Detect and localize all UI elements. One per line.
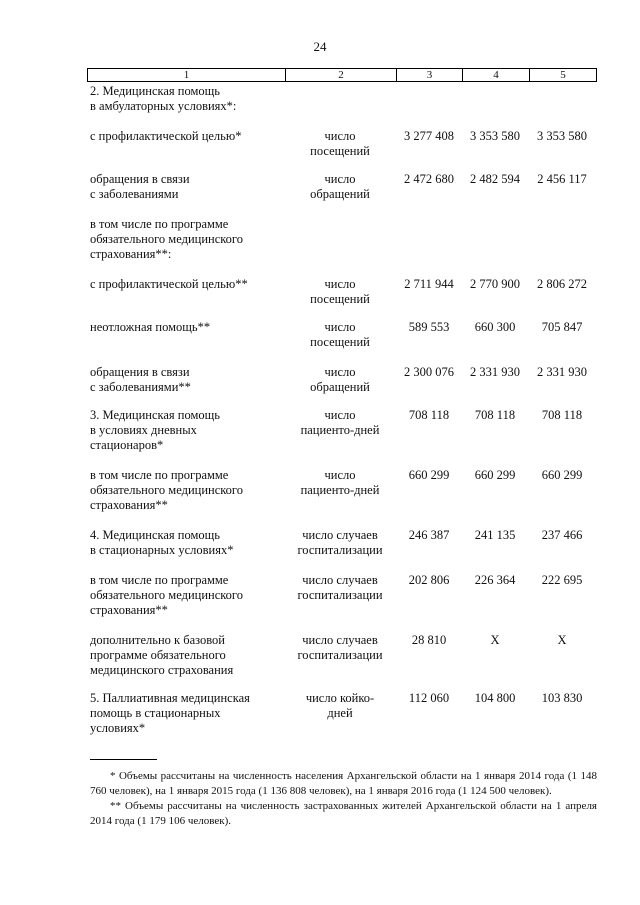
value-cell-c5: 222 695 <box>541 573 583 587</box>
indicator-cell <box>90 84 290 114</box>
indicator-cell <box>90 573 290 618</box>
value-cell-c4: 660 300 <box>474 320 516 334</box>
unit-cell <box>285 129 395 159</box>
value-cell-c4: Х <box>490 633 500 647</box>
column-number: 1 <box>88 69 286 82</box>
value-cell-c3: 708 118 <box>408 408 450 422</box>
indicator-line: медицинского страхования <box>90 663 234 677</box>
value-cell-c4: 226 364 <box>474 573 516 587</box>
value-cell-c3: 660 299 <box>408 468 450 482</box>
indicator-line: программе обязательного <box>90 648 226 662</box>
indicator-cell <box>90 129 290 144</box>
unit-line: посещений <box>310 292 370 306</box>
value-cell-c5: 708 118 <box>541 408 583 422</box>
unit-cell <box>285 528 395 558</box>
unit-cell <box>285 320 395 350</box>
value-cell-c4: 660 299 <box>474 468 516 482</box>
unit-line: число случаев <box>302 573 378 587</box>
indicator-line: обращения в связи <box>90 172 190 186</box>
value-cell-c4: 241 135 <box>474 528 516 542</box>
indicator-line: помощь в стационарных <box>90 706 221 720</box>
unit-line: дней <box>327 706 353 720</box>
unit-line: госпитализации <box>297 648 383 662</box>
indicator-line: в амбулаторных условиях*: <box>90 99 237 113</box>
value-cell-c4: 3 353 580 <box>470 129 520 143</box>
unit-line: посещений <box>310 335 370 349</box>
value-cell-c4: 2 482 594 <box>470 172 520 186</box>
value-cell-c3: 589 553 <box>408 320 450 334</box>
indicator-cell <box>90 365 290 395</box>
unit-line: обращений <box>310 187 370 201</box>
indicator-cell <box>90 277 290 292</box>
footnote: * Объемы рассчитаны на численность населения Архангельской области на 1 января 2014 года (1 148 760 человек), на 1 января 2015 года (1 136 808 человек), на 1 января 2016 года (1 124 500 человек). <box>90 770 597 797</box>
value-cell-c3: 28 810 <box>411 633 447 647</box>
value-cell-c5: 237 466 <box>541 528 583 542</box>
unit-cell <box>285 365 395 395</box>
value-cell-c4: 104 800 <box>474 691 516 705</box>
table-column-numbers <box>87 68 597 82</box>
unit-line: госпитализации <box>297 588 383 602</box>
indicator-line: страхования** <box>90 498 168 512</box>
unit-cell <box>285 277 395 307</box>
value-cell-c5: 3 353 580 <box>537 129 587 143</box>
unit-line: число <box>324 365 356 379</box>
unit-line: число <box>324 129 356 143</box>
indicator-line: 4. Медицинская помощь <box>90 528 220 542</box>
indicator-line: в стационарных условиях* <box>90 543 234 557</box>
indicator-line: в том числе по программе <box>90 217 229 231</box>
indicator-line: 2. Медицинская помощь <box>90 84 220 98</box>
unit-line: госпитализации <box>297 543 383 557</box>
footnote: ** Объемы рассчитаны на численность застрахованных жителей Архангельской области на 1 апреля 2014 года (1 179 106 человек). <box>90 800 597 827</box>
unit-cell <box>285 172 395 202</box>
indicator-line: 5. Паллиативная медицинская <box>90 691 250 705</box>
indicator-line: в том числе по программе <box>90 573 229 587</box>
value-cell-c3: 2 472 680 <box>404 172 454 186</box>
unit-line: число <box>324 468 356 482</box>
indicator-line: стационаров* <box>90 438 164 452</box>
value-cell-c5: 705 847 <box>541 320 583 334</box>
unit-line: обращений <box>310 380 370 394</box>
indicator-cell <box>90 691 290 736</box>
value-cell-c4: 2 331 930 <box>470 365 520 379</box>
footnote-separator <box>90 759 157 760</box>
page-number: 24 <box>313 39 327 54</box>
unit-cell <box>285 633 395 663</box>
indicator-line: условиях* <box>90 721 146 735</box>
unit-line: число <box>324 320 356 334</box>
value-cell-c5: 2 456 117 <box>537 172 587 186</box>
indicator-cell <box>90 633 290 678</box>
value-cell-c3: 2 300 076 <box>404 365 454 379</box>
unit-line: число случаев <box>302 528 378 542</box>
indicator-cell <box>90 468 290 513</box>
unit-line: число <box>324 408 356 422</box>
indicator-line: обязательного медицинского <box>90 232 244 246</box>
unit-line: число случаев <box>302 633 378 647</box>
indicator-line: обязательного медицинского <box>90 588 244 602</box>
value-cell-c5: 2 806 272 <box>537 277 587 291</box>
indicator-line: обязательного медицинского <box>90 483 244 497</box>
unit-line: посещений <box>310 144 370 158</box>
footnotes <box>90 769 597 829</box>
indicator-line: в условиях дневных <box>90 423 197 437</box>
indicator-line: страхования**: <box>90 247 172 261</box>
indicator-line: в том числе по программе <box>90 468 229 482</box>
unit-line: число <box>324 172 356 186</box>
column-number: 5 <box>530 69 597 82</box>
value-cell-c3: 112 060 <box>408 691 450 705</box>
column-number: 2 <box>286 69 397 82</box>
indicator-line: с профилактической целью* <box>90 129 242 143</box>
indicator-cell <box>90 528 290 558</box>
unit-line: число <box>324 277 356 291</box>
indicator-cell <box>90 408 290 453</box>
unit-line: пациенто-дней <box>300 423 380 437</box>
indicator-line: с заболеваниями <box>90 187 179 201</box>
indicator-line: страхования** <box>90 603 168 617</box>
indicator-line: 3. Медицинская помощь <box>90 408 220 422</box>
indicator-line: с заболеваниями** <box>90 380 191 394</box>
unit-cell <box>285 408 395 438</box>
indicator-line: дополнительно к базовой <box>90 633 225 647</box>
column-number: 4 <box>463 69 530 82</box>
value-cell-c5: 2 331 930 <box>537 365 587 379</box>
indicator-line: неотложная помощь** <box>90 320 211 334</box>
value-cell-c3: 3 277 408 <box>404 129 454 143</box>
unit-cell <box>285 468 395 498</box>
value-cell-c3: 246 387 <box>408 528 450 542</box>
indicator-cell <box>90 320 290 335</box>
unit-line: число койко- <box>305 691 375 705</box>
value-cell-c5: Х <box>557 633 567 647</box>
column-number: 3 <box>397 69 463 82</box>
value-cell-c4: 708 118 <box>474 408 516 422</box>
value-cell-c5: 103 830 <box>541 691 583 705</box>
unit-cell <box>285 691 395 721</box>
indicator-cell <box>90 217 290 262</box>
unit-cell <box>285 573 395 603</box>
value-cell-c3: 2 711 944 <box>404 277 454 291</box>
value-cell-c5: 660 299 <box>541 468 583 482</box>
indicator-line: обращения в связи <box>90 365 190 379</box>
indicator-line: с профилактической целью** <box>90 277 248 291</box>
value-cell-c4: 2 770 900 <box>470 277 520 291</box>
unit-line: пациенто-дней <box>300 483 380 497</box>
indicator-cell <box>90 172 290 202</box>
value-cell-c3: 202 806 <box>408 573 450 587</box>
